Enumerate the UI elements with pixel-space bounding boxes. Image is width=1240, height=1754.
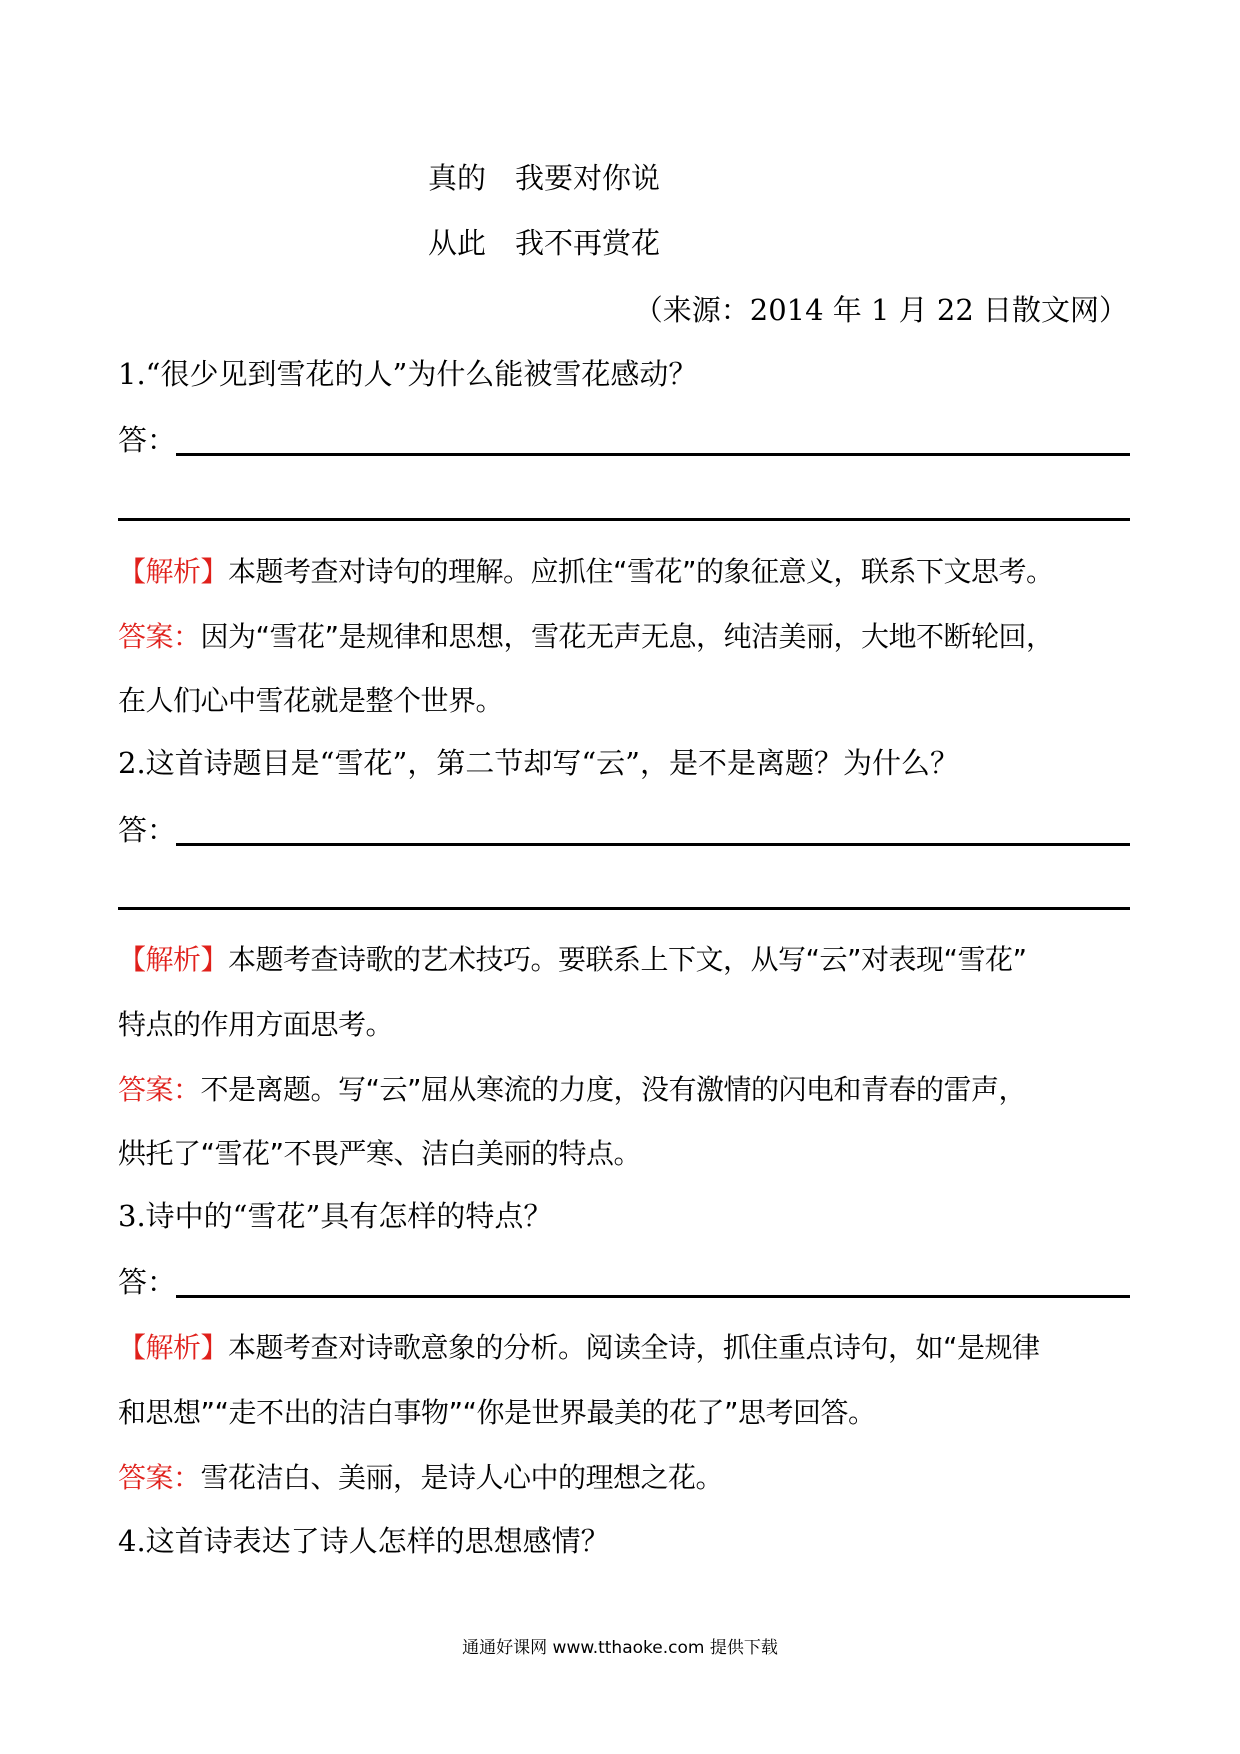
- analysis-3-line-2: 和思想”“走不出的洁白事物”“你是世界最美的花了”思考回答。: [118, 1396, 876, 1429]
- analysis-2: [118, 940, 1027, 980]
- answer-3: [118, 1458, 723, 1498]
- answer-line-1b: [118, 518, 1130, 521]
- analysis-tag: 【解析】: [118, 1331, 229, 1364]
- poem-line-1: 真的 我要对你说: [428, 161, 661, 195]
- answer-line-2b: [118, 907, 1130, 910]
- answer-1: [118, 617, 1054, 657]
- analysis-3: [118, 1328, 1040, 1368]
- answer-2: [118, 1070, 1026, 1110]
- question-1: 1.“很少见到雪花的人”为什么能被雪花感动？: [118, 357, 698, 391]
- answer-prompt-2: 答：: [118, 813, 177, 847]
- question-4: 4.这首诗表达了诗人怎样的思想感情？: [118, 1524, 610, 1558]
- answer-1-line-2: 在人们心中雪花就是整个世界。: [118, 684, 504, 717]
- page-footer: 通通好课网 www.tthaoke.com 提供下载: [462, 1638, 778, 1658]
- poem-line-2: 从此 我不再赏花: [428, 226, 661, 260]
- answer-prompt-3: 答：: [118, 1265, 177, 1299]
- answer-tag: 答案：: [118, 620, 201, 653]
- answer-line-2a: [176, 843, 1130, 846]
- analysis-1-text: 本题考查对诗句的理解。应抓住“雪花”的象征意义，联系下文思考。: [228, 555, 1054, 588]
- answer-tag: 答案：: [118, 1073, 201, 1106]
- answer-line-1a: [176, 453, 1130, 456]
- question-3: 3.诗中的“雪花”具有怎样的特点？: [118, 1199, 553, 1233]
- question-2: 2.这首诗题目是“雪花”，第二节却写“云”，是不是离题？为什么？: [118, 746, 959, 780]
- analysis-2-line-2: 特点的作用方面思考。: [118, 1008, 394, 1041]
- analysis-tag: 【解析】: [118, 555, 229, 588]
- answer-2-line-2: 烘托了“雪花”不畏严寒、洁白美丽的特点。: [118, 1137, 642, 1170]
- answer-prompt-1: 答：: [118, 423, 177, 457]
- answer-2-line-1: 不是离题。写“云”屈从寒流的力度，没有激情的闪电和青春的雷声，: [200, 1073, 1027, 1106]
- analysis-1: [118, 552, 1054, 592]
- answer-3-text: 雪花洁白、美丽，是诗人心中的理想之花。: [200, 1461, 724, 1494]
- analysis-2-line-1: 本题考查诗歌的艺术技巧。要联系上下文，从写“云”对表现“雪花”: [228, 943, 1027, 976]
- answer-1-line-1: 因为“雪花”是规律和思想，雪花无声无息，纯洁美丽，大地不断轮回，: [200, 620, 1054, 653]
- analysis-3-line-1: 本题考查对诗歌意象的分析。阅读全诗，抓住重点诗句，如“是规律: [228, 1331, 1040, 1364]
- analysis-tag: 【解析】: [118, 943, 229, 976]
- answer-line-3: [176, 1295, 1130, 1298]
- answer-tag: 答案：: [118, 1461, 201, 1494]
- poem-source: （来源：2014 年 1 月 22 日散文网）: [633, 293, 1128, 327]
